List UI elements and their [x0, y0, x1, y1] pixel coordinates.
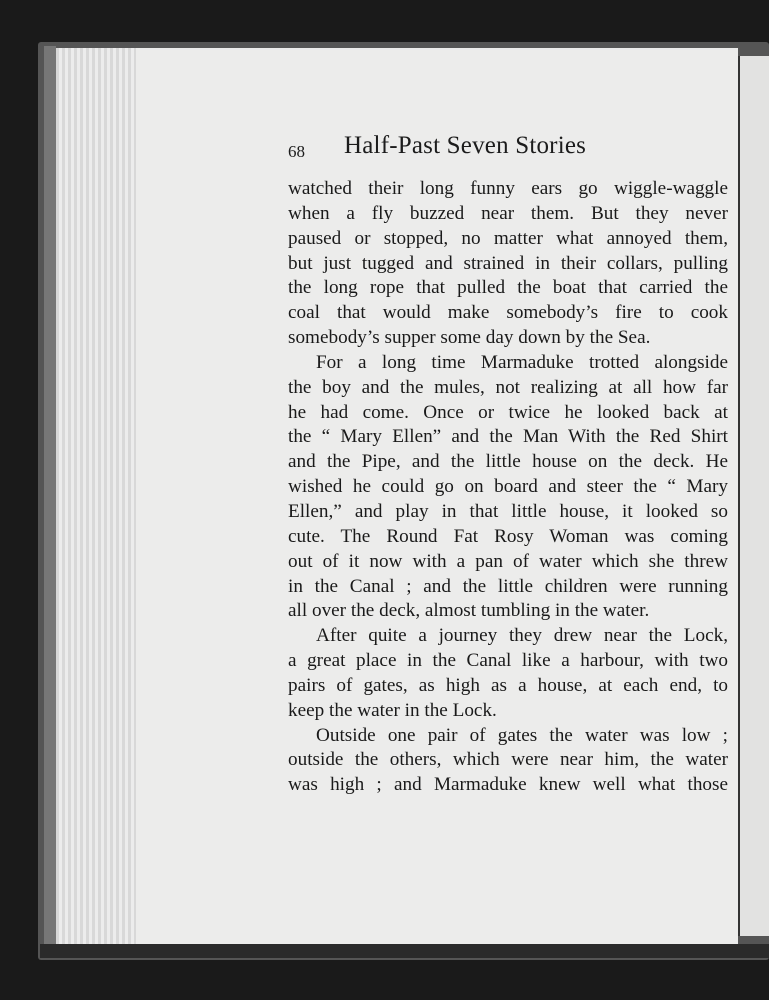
text-line: wished he could go on board and steer the “ Mary [288, 476, 728, 498]
running-head [288, 132, 728, 166]
text-line: Ellen,” and play in that little house, it looked so [288, 500, 728, 522]
text-line: out of it now with a pan of water which she threw [288, 550, 728, 572]
text-line: coal that would make somebody’s fire to cook [288, 302, 728, 324]
text-line: After quite a journey they drew near the Lock, [316, 625, 728, 647]
text-line: in the Canal ; and the little children were running [288, 575, 728, 597]
text-line: paused or stopped, no matter what annoyed them, [288, 227, 728, 249]
body-text [288, 177, 728, 798]
text-line: the boy and the mules, not realizing at all how far [288, 376, 728, 398]
text-line: watched their long funny ears go wiggle-waggle [288, 178, 728, 199]
running-title: Half-Past Seven Stories [344, 132, 587, 159]
facing-page-edge [738, 56, 769, 936]
text-line: when a fly buzzed near them. But they never [288, 202, 728, 224]
cover-spine-edge [44, 46, 56, 954]
text-line: all over the deck, almost tumbling in the water. [288, 600, 650, 622]
text-line: and the Pipe, and the little house on the deck. He [288, 451, 728, 473]
text-line: was high ; and Marmaduke knew well what those [288, 774, 728, 796]
text-line: keep the water in the Lock. [288, 699, 497, 721]
text-line: Outside one pair of gates the water was low ; [316, 724, 728, 746]
text-line: a great place in the Canal like a harbour, with two [288, 650, 728, 672]
text-line: outside the others, which were near him, the water [288, 749, 728, 771]
text-line: somebody’s supper some day down by the Sea. [288, 327, 651, 349]
page-number: 68 [288, 142, 305, 161]
text-line: the long rope that pulled the boat that carried the [288, 277, 728, 299]
text-line: he had come. Once or twice he looked back at [288, 401, 728, 423]
bottom-shadow [40, 944, 769, 958]
text-line: cute. The Round Fat Rosy Woman was coming [288, 525, 728, 547]
page-stack-edges [56, 48, 136, 944]
text-line: pairs of gates, as high as a house, at each end, to [288, 674, 728, 696]
text-line: the “ Mary Ellen” and the Man With the Red Shirt [288, 426, 728, 448]
text-line: but just tugged and strained in their collars, pulling [288, 252, 728, 274]
text-line: For a long time Marmaduke trotted alongside [316, 351, 728, 373]
